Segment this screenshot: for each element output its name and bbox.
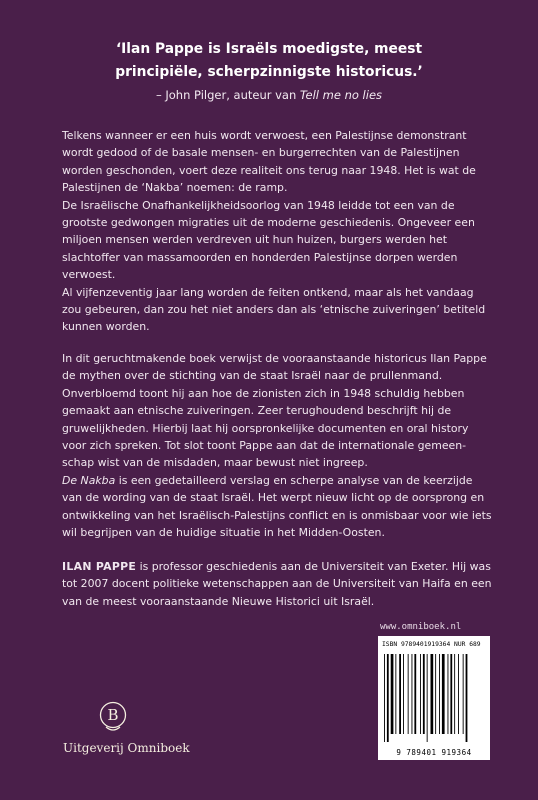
barcode bbox=[378, 636, 490, 760]
publisher-name: Uitgeverij Omniboek bbox=[63, 741, 190, 755]
attribution-prefix: – John Pilger, auteur van bbox=[155, 88, 300, 102]
intro-paragraph-1: Telkens wanneer er een huis wordt verwoest, een Palestijnse demonstrant wordt gedood of de basale mensen- en burgerrechten van de Palestijnen worden geschonden, voert deze realiteit ons terug naar 1948. Het is wat de Palestijnen de ‘Nakba’ noemen: de ramp. bbox=[62, 129, 476, 195]
barcode-bar bbox=[423, 654, 425, 734]
book-title-inline: De Nakba bbox=[62, 473, 116, 487]
barcode-bar bbox=[399, 654, 401, 734]
barcode-bar bbox=[458, 654, 459, 734]
intro-block bbox=[62, 127, 492, 336]
barcode-bar bbox=[387, 654, 389, 742]
attribution-book-title: Tell me no lies bbox=[299, 88, 383, 102]
barcode-digits: 9 789401 919364 bbox=[396, 748, 472, 757]
intro-paragraph-3: Al vijfenzeventig jaar lang worden de feiten ontkend, maar als het vandaag zou gebeuren, dan zou het niet anders dan als ‘etnische zuiveringen’ betiteld kunnen worden. bbox=[62, 285, 486, 334]
barcode-bar bbox=[463, 654, 464, 734]
quote-line-1: ‘Ilan Pappe is Israëls moedigste, meest bbox=[115, 41, 423, 57]
quote-attribution bbox=[0, 88, 538, 102]
barcode-bar bbox=[435, 654, 436, 734]
quote-line-2: principiële, scherpzinnigste historicus.’ bbox=[115, 64, 423, 80]
description-paragraph-1: In dit geruchtmakende boek verwijst de vooraanstaande historicus Ilan Pappe de mythen over de stichting van de staat Israël naar de prullenmand. Onverbloemd toont hij aan hoe de zionisten zich in 1948 schuldig hebben gemaakt aan etnische zuiveringen. Zeer terughoudend beschrijft hij de gruwelijkheden. Hierbij laat hij oorspronkelijke documenten en oral history voor zich spreken. Tot slot toont Pappe aan dat de internationale gemeenschap wist van de misdaden, maar bewust niet ingreep. bbox=[62, 352, 487, 470]
barcode-bar bbox=[403, 654, 404, 734]
barcode-bar bbox=[442, 654, 445, 734]
barcode-bar bbox=[395, 654, 396, 734]
barcode-bar bbox=[427, 654, 428, 742]
barcode-bars bbox=[384, 654, 484, 742]
publisher-logo-letter: B bbox=[107, 706, 119, 724]
barcode-bar bbox=[391, 654, 394, 734]
website-link[interactable]: www.omniboek.nl bbox=[380, 622, 462, 632]
intro-paragraph-2: De Israëlische Onafhankelijkheidsoorlog van 1948 leidde tot een van de grootste gedwongen migraties uit de moderne geschiedenis. Ongeveer een miljoen mensen werden verdreven uit hun huizen, burgers werden het slachtoffer van massamoorden en honderden Palestijnse dorpen werden verwoest. bbox=[62, 198, 475, 282]
barcode-bar bbox=[439, 654, 440, 734]
description-paragraph-2 bbox=[62, 472, 492, 542]
barcode-bar bbox=[408, 654, 409, 734]
barcode-bar bbox=[414, 654, 416, 734]
barcode-bar bbox=[450, 654, 452, 734]
cover-quote bbox=[0, 38, 538, 84]
barcode-bar bbox=[448, 654, 449, 734]
author-bio bbox=[62, 558, 492, 610]
description-block bbox=[62, 350, 492, 541]
description-paragraph-2-text: is een gedetailleerd verslag en scherpe analyse van de keerzijde van de wording van de staat Israël. Het werpt nieuw licht op de oorsprong en ontwikkeling van het Israëlisch-Palestijns conflict en is onmisbaar voor wie iets wil begrijpen van de huidige situatie in het Midden-Oosten. bbox=[62, 473, 492, 540]
barcode-bar bbox=[384, 654, 385, 742]
author-name: ILAN PAPPE bbox=[62, 560, 137, 573]
barcode-bar bbox=[454, 654, 455, 734]
barcode-bar bbox=[412, 654, 413, 734]
publisher-logo-icon bbox=[98, 700, 128, 734]
barcode-bar bbox=[431, 654, 434, 734]
isbn-label: ISBN 9789401919364 NUR 689 bbox=[382, 641, 481, 648]
barcode-bar bbox=[420, 654, 421, 734]
author-bio-text: is professor geschiedenis aan de Universiteit van Exeter. Hij was tot 2007 docent politieke wetenschappen aan de Universiteit van Haifa en een van de meest vooraanstaande Nieuwe Historici uit Israël. bbox=[62, 560, 492, 608]
barcode-bar bbox=[466, 654, 468, 742]
